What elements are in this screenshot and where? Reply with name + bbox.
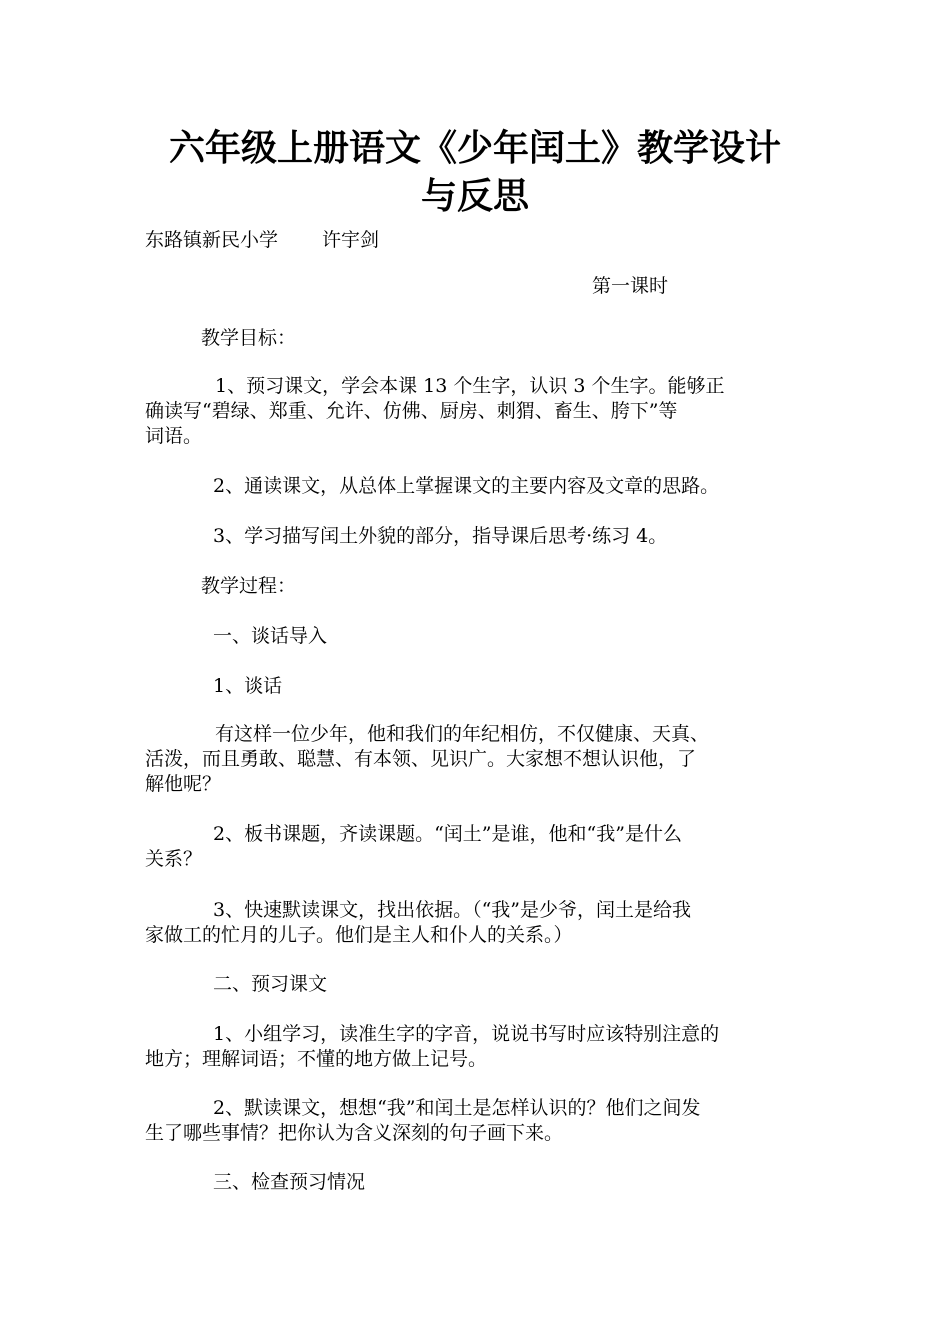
step-2-1-line-1: 1、小组学习，读准生字的字音，说说书写时应该特别注意的: [213, 1023, 720, 1045]
step-2-2-line-2: 生了哪些事情？把你认为含义深刻的句子画下来。: [145, 1122, 564, 1144]
objective-1-line-3: 词语。: [145, 425, 203, 447]
step-1-2: [145, 822, 807, 872]
document-title: [130, 125, 820, 221]
step-1-1: 1、谈话: [213, 675, 283, 697]
objective-2: 2、通读课文，从总体上掌握课文的主要内容及文章的思路。: [213, 475, 720, 497]
step-1-2-line-1: 2、板书课题，齐读课题。“闰土”是谁，他和“我”是什么: [213, 823, 682, 845]
talk-line-3: 解他呢？: [145, 773, 222, 795]
title-line-1: 六年级上册语文《少年闰土》教学设计: [168, 128, 781, 169]
objective-1-line-2: 确读写“碧绿、郑重、允许、仿佛、厨房、刺猬、畜生、胯下”等: [145, 400, 678, 422]
objective-1: [145, 374, 807, 449]
author-name: 许宇剑: [322, 229, 380, 251]
section-3-heading: 三、检查预习情况: [213, 1171, 366, 1193]
school-name: 东路镇新民小学: [145, 229, 279, 251]
step-1-3-line-1: 3、快速默读课文，找出依据。（“我”是少爷，闰土是给我: [213, 899, 692, 921]
process-heading: 教学过程：: [201, 575, 297, 597]
step-2-2-line-1: 2、默读课文，想想“我”和闰土是怎样认识的？他们之间发: [213, 1097, 701, 1119]
author-line: [145, 228, 807, 253]
step-2-1: [145, 1022, 807, 1072]
step-1-2-line-2: 关系？: [145, 848, 203, 870]
lesson-label: 第一课时: [592, 275, 669, 297]
talk-line-2: 活泼，而且勇敢、聪慧、有本领、见识广。大家想不想认识他，了: [145, 748, 697, 770]
step-2-1-line-2: 地方；理解词语；不懂的地方做上记号。: [145, 1048, 488, 1070]
title-line-2: 与反思: [420, 176, 529, 217]
objective-1-line-1: 1、预习课文，学会本课 13 个生字，认识 3 个生字。能够正: [215, 375, 725, 397]
talk-line-1: 有这样一位少年，他和我们的年纪相仿，不仅健康、天真、: [215, 723, 710, 745]
objective-3: 3、学习描写闰土外貌的部分，指导课后思考·练习 4。: [213, 525, 668, 547]
step-1-3-line-2: 家做工的忙月的儿子。他们是主人和仆人的关系。）: [145, 924, 573, 946]
section-1-heading: 一、谈话导入: [213, 625, 328, 647]
section-2-heading: 二、预习课文: [213, 973, 328, 995]
objectives-heading: 教学目标：: [201, 327, 297, 349]
step-2-2: [145, 1096, 807, 1146]
talk-paragraph: [145, 722, 807, 797]
step-1-3: [145, 898, 807, 948]
